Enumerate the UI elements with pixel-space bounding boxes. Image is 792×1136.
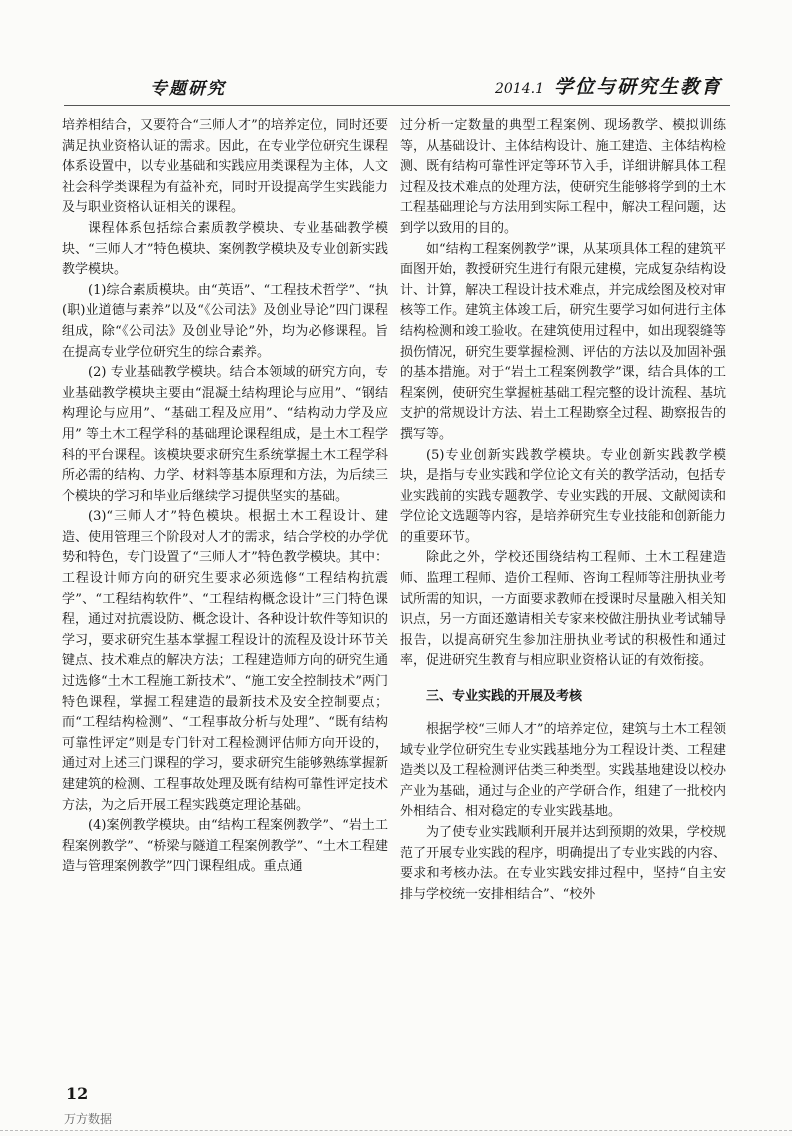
left-column (62, 116, 388, 878)
header-section-title: 专题研究 (150, 79, 226, 99)
paragraph: 根据学校“三师人才”的培养定位，建筑与土木工程领域专业学位研究生专业实践基地分为工程设计类、工程建造类以及工程检测评估类三种类型。实践基地建设以校办产业为基础，通过与企业的产学研合作，组建了一批校内外相结合、相对稳定的专业实践基地。 (400, 722, 726, 820)
watermark: 万方数据 (64, 1112, 113, 1126)
paragraph: 课程体系包括综合素质教学模块、专业基础教学模块、“三师人才”特色模块、案例教学模块及专业创新实践教学模块。 (62, 220, 388, 278)
header-journal-name: 学位与研究生教育 (553, 76, 722, 98)
right-column (400, 116, 726, 905)
paragraph: 为了使专业实践顺利开展并达到预期的效果，学校规范了开展专业实践的程序，明确提出了专业实践的内容、要求和考核办法。在专业实践安排过程中，坚持“自主安排与学校统一安排相结合”、“校外 (400, 825, 726, 902)
paragraph: (2) 专业基础教学模块。结合本领域的研究方向，专业基础教学模块主要由“混凝土结构理论与应用”、“钢结构理论与应用”、“基础工程及应用”、“结构动力学及应用” 等土木工程学科的基础理论课程组成，是土木工程学科的平台课程。该模块要求研究生系统掌握土木工程学科所必需的结构、力学、材料等基本原理和方法，为后续三个模块的学习和毕业后继续学习提供坚实的基础。 (62, 365, 388, 504)
page-number: 12 (66, 1084, 89, 1103)
paragraph: 如“结构工程案例教学”课，从某项具体工程的建筑平面图开始，教授研究生进行有限元建模，完成复杂结构设计、计算，解决工程设计技术难点，并完成绘图及校对审核等工作。建筑主体竣工后，研究生要学习如何进行主体结构检测和竣工验收。在建筑使用过程中，如出现裂缝等损伤情况，研究生要掌握检测、评估的方法以及加固补强的基本措施。对于“岩土工程案例教学”课，结合具体的工程案例，使研究生掌握桩基础工程完整的设计流程、基坑支护的常规设计方法、岩土工程勘察全过程、勘察报告的撰写等。 (400, 241, 726, 442)
paragraph: (3)“三师人才”特色模块。根据土木工程设计、建造、使用管理三个阶段对人才的需求，结合学校的办学优势和特色，专门设置了“三师人才”特色教学模块。其中：工程设计师方向的研究生要求必须选修“工程结构抗震学”、“工程结构软件”、“工程结构概念设计”三门特色课程，通过对抗震设防、概念设计、各种设计软件等知识的学习，要求研究生基本掌握工程设计的流程及设计环节关键点、技术难点的解决方法；工程建造师方向的研究生通过选修“土木工程施工新技术”、“施工安全控制技术”两门特色课程，掌握工程建造的最新技术及安全控制要点；而“工程结构检测”、“工程事故分析与处理”、“既有结构可靠性评定”则是专门针对工程检测评估师方向开设的，通过对上述三门课程的学习，要求研究生能够熟练掌握新建建筑的检测、工程事故处理及既有结构可靠性评定技术方法，为之后开展工程实践奠定理论基础。 (62, 509, 388, 813)
paragraph: (4)案例教学模块。由“结构工程案例教学”、“岩土工程案例教学”、“桥梁与隧道工程案例教学”、“土木工程建造与管理案例教学”四门课程组成。重点通 (62, 818, 388, 875)
paragraph: (5)专业创新实践教学模块。专业创新实践教学模块，是指与专业实践和学位论文有关的教学活动，包括专业实践前的实践专题教学、专业实践的开展、文献阅读和学位论文选题等内容，是培养研究生专业技能和创新能力的重要环节。 (400, 447, 726, 545)
paragraph: 培养相结合，又要符合“三师人才”的培养定位，同时还要满足执业资格认证的需求。因此，在专业学位研究生课程体系设置中，以专业基础和实践应用类课程为主体，人文社会科学类课程为有益补充，同时开设提高学生实践能力及与职业资格认证相关的课程。 (62, 118, 388, 216)
section-heading: 三、专业实践的开展及考核 (426, 689, 583, 705)
paragraph: (1)综合素质模块。由“英语”、“工程技术哲学”、“执(职)业道德与素养”以及“《公司法》及创业导论”四门课程组成，除“《公司法》及创业导论”外，均为必修课程。旨在提高专业学位研究生的综合素养。 (62, 282, 388, 360)
header-issue: 2014.1 (494, 81, 544, 97)
bottom-rule (0, 1130, 792, 1131)
header-journal (495, 72, 722, 99)
paragraph: 过分析一定数量的典型工程案例、现场教学、模拟训练等，从基础设计、主体结构设计、施工建造、主体结构检测、既有结构可靠性评定等环节入手，详细讲解具体工程过程及技术难点的处理方法，使研究生能够将学到的土木工程基础理论与方法用到实际工程中，解决工程问题，达到学以致用的目的。 (400, 118, 726, 236)
paragraph: 除此之外，学校还围绕结构工程师、土木工程建造师、监理工程师、造价工程师、咨询工程师等注册执业考试所需的知识，一方面要求教师在授课时尽量融入相关知识点，另一方面还邀请相关专家来校做注册执业考试辅导报告，以提高研究生参加注册执业考试的积极性和通过率，促进研究生教育与相应职业资格认证的有效衔接。 (400, 550, 726, 669)
header-rule (64, 105, 730, 106)
